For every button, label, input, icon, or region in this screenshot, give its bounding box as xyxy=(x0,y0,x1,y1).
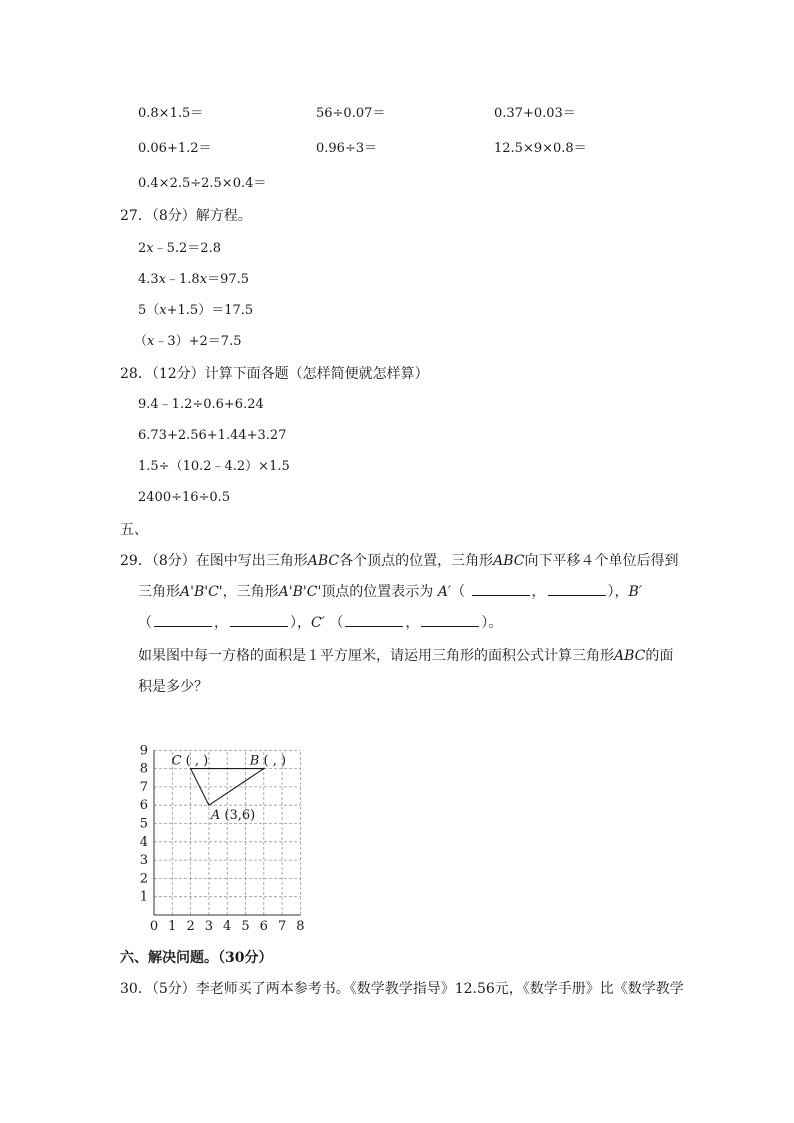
coordinate-grid-figure xyxy=(130,738,320,938)
q29-line-4: 如果图中每一方格的面积是１平方厘米，请运用三角形的面积公式计算三角形ABC的面 xyxy=(138,648,674,664)
y-tick-label: 2 xyxy=(139,871,148,887)
vertex-b-label: B ( , ) xyxy=(249,753,287,769)
answer-blank[interactable] xyxy=(230,615,288,627)
y-tick-label: 1 xyxy=(139,889,148,905)
q28-item-1: 9.4﹣1.2÷0.6+6.24 xyxy=(138,397,264,412)
section-6-heading: 六、解决问题。（30分） xyxy=(120,950,273,966)
q27-equation-3: 5（x+1.5）＝17.5 xyxy=(138,303,254,318)
q26-row1-item3: 0.37+0.03＝ xyxy=(494,106,576,121)
answer-blank[interactable] xyxy=(345,615,403,627)
y-tick-label: 3 xyxy=(139,853,148,869)
section-5-heading: 五、 xyxy=(120,522,148,538)
q27-equation-2: 4.3x﹣1.8x＝97.5 xyxy=(138,272,250,287)
q29-line-5: 积是多少？ xyxy=(138,679,208,695)
answer-blank[interactable] xyxy=(421,615,479,627)
x-tick-label: 3 xyxy=(204,919,214,934)
answer-blank[interactable] xyxy=(548,584,606,596)
q29-line-3: （ ， ），C′ （ ， ）。 xyxy=(138,615,503,631)
y-tick-label: 5 xyxy=(139,816,148,832)
y-tick-label: 4 xyxy=(139,834,148,850)
q27-equation-4: （x﹣3）+2＝7.5 xyxy=(134,334,242,349)
q26-row2-item2: 0.96÷3＝ xyxy=(316,141,378,156)
q27-equation-1: 2x﹣5.2＝2.8 xyxy=(138,241,221,256)
x-tick-label: 6 xyxy=(259,919,268,934)
y-tick-label: 7 xyxy=(139,779,148,795)
x-tick-label: 5 xyxy=(241,919,250,934)
x-tick-label: 0 xyxy=(149,919,159,934)
q26-row1-item1: 0.8×1.5＝ xyxy=(138,106,204,121)
q26-row1-item2: 56÷0.07＝ xyxy=(316,106,386,121)
vertex-a-label: A (3,6) xyxy=(210,808,256,824)
x-tick-label: 8 xyxy=(296,919,305,934)
q26-row2-item1: 0.06+1.2＝ xyxy=(138,141,212,156)
q28-item-4: 2400÷16÷0.5 xyxy=(138,490,231,505)
x-tick-label: 2 xyxy=(186,919,195,934)
q28-item-3: 1.5÷（10.2﹣4.2）×1.5 xyxy=(138,459,290,474)
q26-row2-item3: 12.5×9×0.8＝ xyxy=(494,141,587,156)
x-tick-label: 4 xyxy=(223,919,232,934)
q26-row3-item1: 0.4×2.5÷2.5×0.4＝ xyxy=(138,176,267,191)
answer-blank[interactable] xyxy=(154,615,212,627)
q29-line-2: 三角形A'B'C'，三角形A'B'C'顶点的位置表示为 A′（ ， ），B′ xyxy=(138,584,642,600)
q28-item-2: 6.73+2.56+1.44+3.27 xyxy=(138,428,287,443)
vertex-c-label: C ( , ) xyxy=(171,753,209,769)
q29-line-1: 29．（8分）在图中写出三角形ABC各个顶点的位置，三角形ABC向下平移４个单位后得到 xyxy=(120,553,679,569)
x-tick-label: 1 xyxy=(168,919,177,934)
x-tick-label: 7 xyxy=(277,919,287,934)
answer-blank[interactable] xyxy=(472,584,530,596)
q30-line-1: 30．（5分）李老师买了两本参考书。《数学教学指导》12.56元，《数学手册》比《数学教学 xyxy=(120,981,684,997)
y-tick-label: 6 xyxy=(139,798,148,814)
y-tick-label: 8 xyxy=(139,761,148,777)
y-tick-label: 9 xyxy=(139,743,148,759)
q27-title: 27．（8分）解方程。 xyxy=(120,208,252,224)
q28-title: 28．（12分）计算下面各题（怎样简便就怎样算） xyxy=(120,366,429,382)
